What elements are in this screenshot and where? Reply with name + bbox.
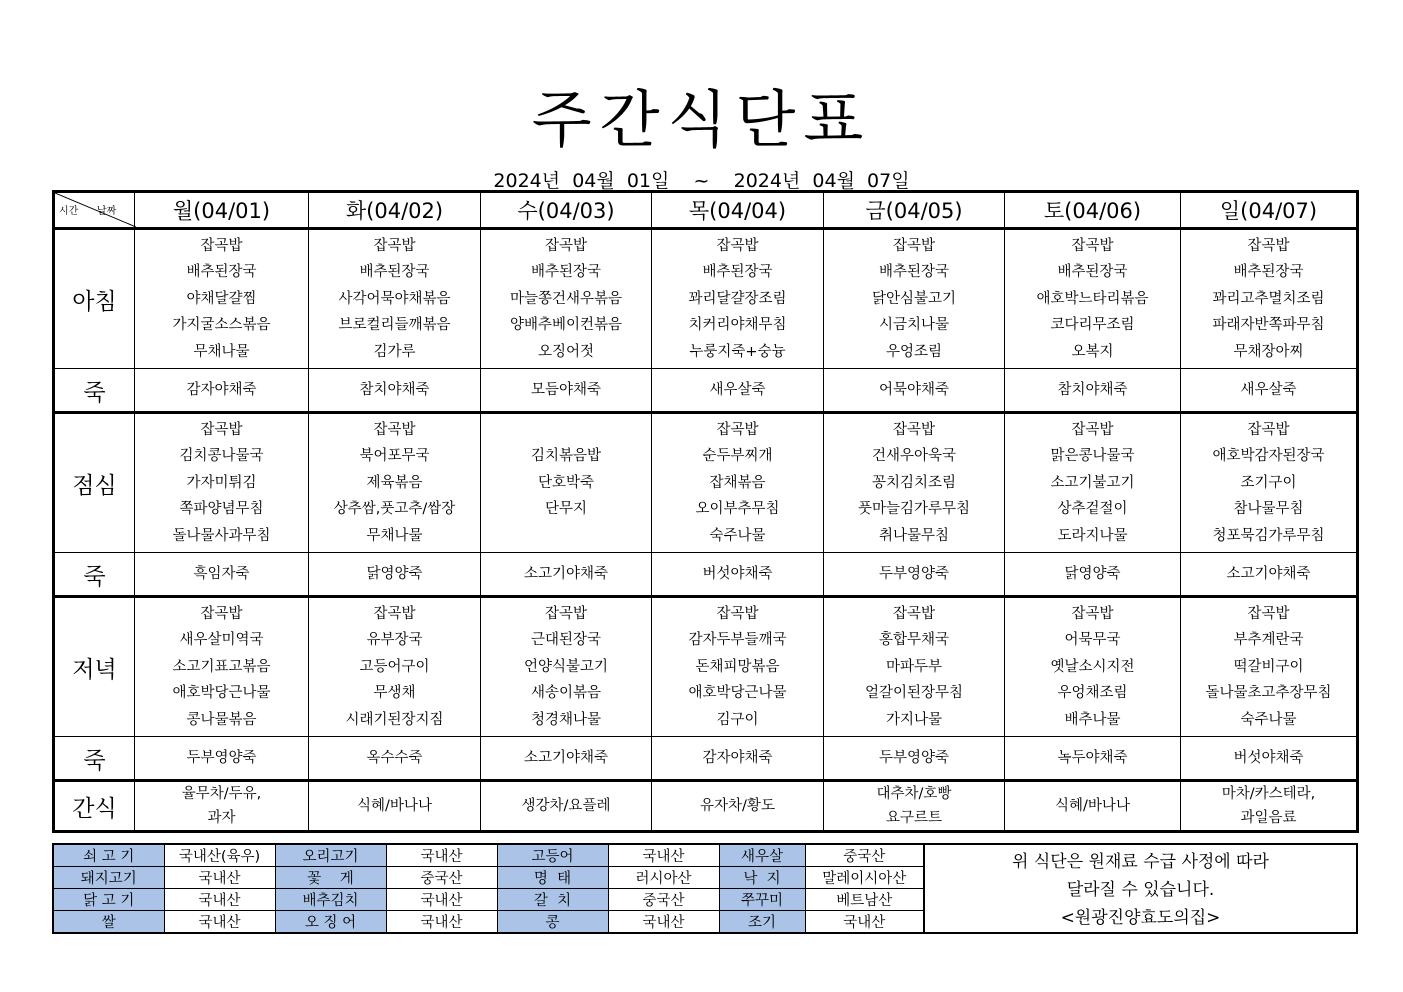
menu-item: 잡곡밥 xyxy=(892,605,936,622)
menu-item: 요구르트 xyxy=(885,810,943,826)
origin-country: 국내산 xyxy=(608,911,719,934)
menu-item: 누룽지죽+숭늉 xyxy=(689,343,786,360)
menu-item: 떡갈비구이 xyxy=(1233,658,1304,675)
menu-item: 잡곡밥 xyxy=(373,237,416,254)
menu-item: 오이부추무침 xyxy=(695,501,780,518)
meal-label: 간식 xyxy=(54,781,135,832)
breakfast-cell xyxy=(481,229,652,369)
origin-country: 중국산 xyxy=(805,844,924,867)
menu-item: 배추된장국 xyxy=(702,264,773,281)
snack-cell xyxy=(1181,781,1358,832)
menu-item: 청경채나물 xyxy=(530,711,602,728)
menu-item: 잡곡밥 xyxy=(1247,605,1290,622)
menu-item: 마늘쫑건새우볶음 xyxy=(509,290,623,307)
day-header-row xyxy=(54,192,1358,229)
menu-item: 김가루 xyxy=(373,343,416,360)
day-header: 목(04/04) xyxy=(652,192,824,229)
menu-item: 근대된장국 xyxy=(530,632,602,649)
snack-cell xyxy=(309,781,481,832)
menu-item: 순두부찌개 xyxy=(702,448,773,465)
dinner_porridge-cell: 감자야채죽 xyxy=(652,737,824,781)
menu-item: 코다리무조림 xyxy=(1050,317,1135,334)
lunch_porridge-cell: 소고기야채죽 xyxy=(1181,553,1358,597)
menu-item: 잡곡밥 xyxy=(716,605,759,622)
menu-item: 유자차/황도 xyxy=(700,798,775,814)
origin-country: 베트남산 xyxy=(805,889,924,911)
menu-item: 대추차/호빵 xyxy=(876,786,952,802)
menu-item: 잡곡밥 xyxy=(1247,421,1290,438)
menu-item: 시래기된장지짐 xyxy=(345,711,444,728)
lunch_porridge-cell: 닭영양죽 xyxy=(1005,553,1181,597)
dinner-cell xyxy=(652,597,824,737)
menu-item: 상추겉절이 xyxy=(1057,501,1128,518)
menu-item: 우엉조림 xyxy=(885,343,943,360)
lunch-cell xyxy=(309,413,481,553)
menu-item: 콩나물볶음 xyxy=(186,711,257,728)
menu-item: 배추된장국 xyxy=(878,264,950,281)
menu-item: 배추된장국 xyxy=(359,264,430,281)
menu-item: 애호박당근나물 xyxy=(688,685,787,702)
origin-country: 국내산(육우) xyxy=(164,844,275,867)
menu-item: 돌나물사과무침 xyxy=(172,527,271,544)
menu-item: 잡곡밥 xyxy=(373,421,416,438)
lunch_porridge-cell: 흑임자죽 xyxy=(135,553,309,597)
breakfast-cell xyxy=(135,229,309,369)
menu-item: 가지나물 xyxy=(885,711,943,728)
origin-item-label: 조기 xyxy=(719,911,805,934)
menu-item: 돌나물초고추장무침 xyxy=(1205,685,1332,702)
menu-item: 오징어젓 xyxy=(537,343,595,360)
breakfast_porridge-cell: 새우살죽 xyxy=(652,369,824,413)
origin-item-label: 쭈꾸미 xyxy=(719,889,805,911)
menu-item: 배추나물 xyxy=(1064,711,1121,728)
menu-item: 취나물무침 xyxy=(878,527,950,544)
menu-item: 식혜/바나나 xyxy=(357,798,432,814)
meal-label: 저녁 xyxy=(54,597,135,737)
origin-country: 러시아산 xyxy=(608,867,719,889)
menu-item: 잡곡밥 xyxy=(544,237,588,254)
menu-item: 오복지 xyxy=(1071,343,1114,360)
menu-item: 애호박감자된장국 xyxy=(1212,448,1325,465)
origin-item-label: 고등어 xyxy=(497,844,608,867)
menu-item: 무채나물 xyxy=(366,527,423,544)
meal-label: 아침 xyxy=(54,229,135,369)
menu-item: 잡곡밥 xyxy=(716,237,759,254)
notice-line: 위 식단은 원재료 수급 사정에 따라 xyxy=(1012,851,1269,872)
dinner-cell xyxy=(824,597,1005,737)
menu-item: 숙주나물 xyxy=(709,527,766,544)
menu-item: 단호박죽 xyxy=(537,474,595,491)
lunch-cell xyxy=(824,413,1005,553)
dinner_porridge-cell: 녹두야채죽 xyxy=(1005,737,1181,781)
dinner-cell xyxy=(135,597,309,737)
lunch-row xyxy=(54,413,1358,553)
breakfast_porridge-cell: 모듬야채죽 xyxy=(481,369,652,413)
menu-item: 부추계란국 xyxy=(1233,632,1304,649)
period-separator: ~ xyxy=(693,170,710,192)
breakfast-cell xyxy=(1181,229,1358,369)
menu-item: 과일음료 xyxy=(1240,810,1297,826)
origin-table xyxy=(52,843,1358,934)
dinner-cell xyxy=(1005,597,1181,737)
origin-country: 국내산 xyxy=(164,889,275,911)
lunch-cell xyxy=(1005,413,1181,553)
dinner_porridge-cell: 두부영양죽 xyxy=(135,737,309,781)
breakfast-cell xyxy=(824,229,1005,369)
menu-item: 숙주나물 xyxy=(1240,711,1297,728)
menu-item: 식혜/바나나 xyxy=(1055,798,1130,814)
menu-item: 잡곡밥 xyxy=(544,605,588,622)
corner-time-label: 시간 xyxy=(59,206,79,217)
menu-item: 치커리야채무침 xyxy=(688,317,787,334)
day-header: 화(04/02) xyxy=(309,192,481,229)
origin-item-label: 쇠 고 기 xyxy=(53,844,164,867)
breakfast_porridge-cell: 새우살죽 xyxy=(1181,369,1358,413)
menu-item: 무생채 xyxy=(373,685,416,702)
snack-row xyxy=(54,781,1358,832)
period-start: 2024년 04월 01일 xyxy=(493,170,670,192)
menu-item: 잡곡밥 xyxy=(373,605,416,622)
origin-item-label: 새우살 xyxy=(719,844,805,867)
menu-item: 과자 xyxy=(207,810,236,826)
origin-row xyxy=(53,844,1357,867)
menu-item: 잡채볶음 xyxy=(709,474,766,491)
menu-item: 단무지 xyxy=(544,501,588,518)
menu-item: 청포묵김가루무침 xyxy=(1212,527,1325,544)
day-header: 금(04/05) xyxy=(824,192,1005,229)
menu-item: 가자미튀김 xyxy=(186,474,257,491)
lunch-cell xyxy=(135,413,309,553)
menu-item xyxy=(481,417,651,444)
menu-item: 배추된장국 xyxy=(1057,264,1128,281)
menu-item: 잡곡밥 xyxy=(200,605,243,622)
meal-label: 점심 xyxy=(54,413,135,553)
meal-label: 죽 xyxy=(54,737,135,781)
lunch_porridge-cell: 두부영양죽 xyxy=(824,553,1005,597)
breakfast-cell xyxy=(652,229,824,369)
dinner_porridge-cell: 옥수수죽 xyxy=(309,737,481,781)
menu-item: 북어포무국 xyxy=(359,448,430,465)
day-header: 월(04/01) xyxy=(135,192,309,229)
day-header: 수(04/03) xyxy=(481,192,652,229)
origin-country: 국내산 xyxy=(386,911,497,934)
origin-item-label: 배추김치 xyxy=(275,889,386,911)
menu-item: 잡곡밥 xyxy=(1071,605,1114,622)
meal-label: 죽 xyxy=(54,553,135,597)
menu-item: 가지굴소스볶음 xyxy=(172,317,271,334)
origin-item-label: 명 태 xyxy=(497,867,608,889)
menu-item: 새우살미역국 xyxy=(179,632,264,649)
menu-item: 상추쌈,풋고추/쌈장 xyxy=(333,501,456,518)
menu-item: 잡곡밥 xyxy=(892,421,936,438)
origin-country: 중국산 xyxy=(608,889,719,911)
menu-item: 맑은콩나물국 xyxy=(1050,448,1135,465)
menu-item: 조기구이 xyxy=(1240,474,1297,491)
menu-item: 도라지나물 xyxy=(1057,527,1128,544)
menu-item: 잡곡밥 xyxy=(200,237,243,254)
breakfast_porridge-cell: 참치야채죽 xyxy=(1005,369,1181,413)
menu-item: 꽁치김치조림 xyxy=(871,474,957,491)
menu-item xyxy=(481,523,651,550)
weekly-menu-table xyxy=(52,190,1359,833)
lunch-cell xyxy=(1181,413,1358,553)
origin-country: 국내산 xyxy=(608,844,719,867)
menu-item: 쪽파양념무침 xyxy=(179,501,264,518)
dinner_porridge-cell: 버섯야채죽 xyxy=(1181,737,1358,781)
menu-item: 야채달걀찜 xyxy=(186,290,257,307)
notice-line: 달라질 수 있습니다. xyxy=(1066,879,1215,900)
dinner-cell xyxy=(309,597,481,737)
menu-item: 고등어구이 xyxy=(359,658,430,675)
menu-item: 닭안심불고기 xyxy=(871,290,957,307)
lunch-cell xyxy=(652,413,824,553)
snack-cell xyxy=(1005,781,1181,832)
origin-item-label: 오 징 어 xyxy=(275,911,386,934)
origin-country: 국내산 xyxy=(164,911,275,934)
origin-item-label: 닭 고 기 xyxy=(53,889,164,911)
menu-item: 무채나물 xyxy=(193,343,250,360)
menu-item: 잡곡밥 xyxy=(892,237,936,254)
page-title: 주간식단표 xyxy=(531,83,872,156)
breakfast_porridge-cell: 어묵야채죽 xyxy=(824,369,1005,413)
menu-item: 잡곡밥 xyxy=(1071,421,1114,438)
menu-item: 어묵무국 xyxy=(1064,632,1121,649)
snack-cell xyxy=(135,781,309,832)
origin-item-label: 낙 지 xyxy=(719,867,805,889)
menu-item: 사각어묵야채볶음 xyxy=(338,290,451,307)
lunch-cell xyxy=(481,413,652,553)
snack-cell xyxy=(652,781,824,832)
menu-item: 우엉채조림 xyxy=(1057,685,1128,702)
dinner-cell xyxy=(481,597,652,737)
breakfast_porridge-cell: 감자야채죽 xyxy=(135,369,309,413)
menu-item: 얼갈이된장무침 xyxy=(864,685,964,702)
breakfast_porridge-row xyxy=(54,369,1358,413)
menu-item: 무채장아찌 xyxy=(1233,343,1304,360)
breakfast_porridge-cell: 참치야채죽 xyxy=(309,369,481,413)
period-end: 2024년 04월 07일 xyxy=(733,170,910,192)
menu-item: 언양식불고기 xyxy=(523,658,609,675)
origin-item-label: 오리고기 xyxy=(275,844,386,867)
snack-cell xyxy=(481,781,652,832)
origin-item-label: 갈 치 xyxy=(497,889,608,911)
menu-item: 마파두부 xyxy=(885,658,943,675)
menu-item: 잡곡밥 xyxy=(1247,237,1290,254)
menu-item: 잡곡밥 xyxy=(716,421,759,438)
origin-item-label: 쌀 xyxy=(53,911,164,934)
corner-header xyxy=(54,192,135,229)
lunch_porridge-cell: 소고기야채죽 xyxy=(481,553,652,597)
day-header: 일(04/07) xyxy=(1181,192,1358,229)
menu-item: 옛날소시지전 xyxy=(1050,658,1135,675)
menu-item: 꽈리달걀장조림 xyxy=(688,290,787,307)
menu-item: 배추된장국 xyxy=(186,264,257,281)
menu-item: 돈채피망볶음 xyxy=(695,658,780,675)
dinner_porridge-cell: 두부영양죽 xyxy=(824,737,1005,781)
menu-item: 애호박당근나물 xyxy=(172,685,271,702)
menu-item: 양배추베이컨볶음 xyxy=(509,317,623,334)
notice-text xyxy=(924,844,1357,933)
origin-country: 국내산 xyxy=(805,911,924,934)
menu-item: 마차/카스테라, xyxy=(1221,786,1316,802)
menu-item: 풋마늘김가루무침 xyxy=(857,501,971,518)
menu-item: 잡곡밥 xyxy=(200,421,243,438)
menu-item: 배추된장국 xyxy=(1233,264,1304,281)
meal-label: 죽 xyxy=(54,369,135,413)
origin-country: 국내산 xyxy=(386,844,497,867)
origin-country: 국내산 xyxy=(164,867,275,889)
menu-item: 배추된장국 xyxy=(530,264,602,281)
menu-item: 김치볶음밥 xyxy=(530,448,602,465)
menu-item: 김구이 xyxy=(716,711,759,728)
origin-item-label: 콩 xyxy=(497,911,608,934)
dinner_porridge-cell: 소고기야채죽 xyxy=(481,737,652,781)
menu-item: 애호박느타리볶음 xyxy=(1036,290,1149,307)
origin-item-label: 꽃 게 xyxy=(275,867,386,889)
day-header: 토(04/06) xyxy=(1005,192,1181,229)
notice-line: <원광진양효도의집> xyxy=(1060,907,1221,928)
breakfast-cell xyxy=(309,229,481,369)
menu-item: 건새우아욱국 xyxy=(871,448,957,465)
origin-item-label: 돼지고기 xyxy=(53,867,164,889)
dinner-cell xyxy=(1181,597,1358,737)
origin-country: 말레이시아산 xyxy=(805,867,924,889)
dinner_porridge-row xyxy=(54,737,1358,781)
menu-item: 소고기불고기 xyxy=(1050,474,1135,491)
lunch_porridge-row xyxy=(54,553,1358,597)
breakfast-row xyxy=(54,229,1358,369)
origin-country: 중국산 xyxy=(386,867,497,889)
menu-item: 소고기표고볶음 xyxy=(172,658,271,675)
menu-item: 김치콩나물국 xyxy=(179,448,264,465)
menu-item: 감자두부들깨국 xyxy=(688,632,787,649)
corner-date-label: 날짜 xyxy=(97,206,117,217)
lunch_porridge-cell: 닭영양죽 xyxy=(309,553,481,597)
dinner-row xyxy=(54,597,1358,737)
menu-item: 율무차/두유, xyxy=(181,786,262,802)
menu-item: 제육볶음 xyxy=(366,474,423,491)
menu-item: 생강차/요플레 xyxy=(521,798,611,814)
menu-item: 새송이볶음 xyxy=(530,685,602,702)
menu-item: 꽈리고추멸치조림 xyxy=(1212,290,1325,307)
menu-item: 시금치나물 xyxy=(878,317,950,334)
snack-cell xyxy=(824,781,1005,832)
menu-item: 유부장국 xyxy=(366,632,423,649)
breakfast-cell xyxy=(1005,229,1181,369)
menu-item: 참나물무침 xyxy=(1233,501,1304,518)
menu-item: 브로컬리들깨볶음 xyxy=(338,317,451,334)
origin-country: 국내산 xyxy=(386,889,497,911)
menu-period xyxy=(0,166,1403,193)
lunch_porridge-cell: 버섯야채죽 xyxy=(652,553,824,597)
menu-item: 파래자반쪽파무침 xyxy=(1212,317,1325,334)
menu-item: 잡곡밥 xyxy=(1071,237,1114,254)
menu-item: 홍합무채국 xyxy=(878,632,950,649)
